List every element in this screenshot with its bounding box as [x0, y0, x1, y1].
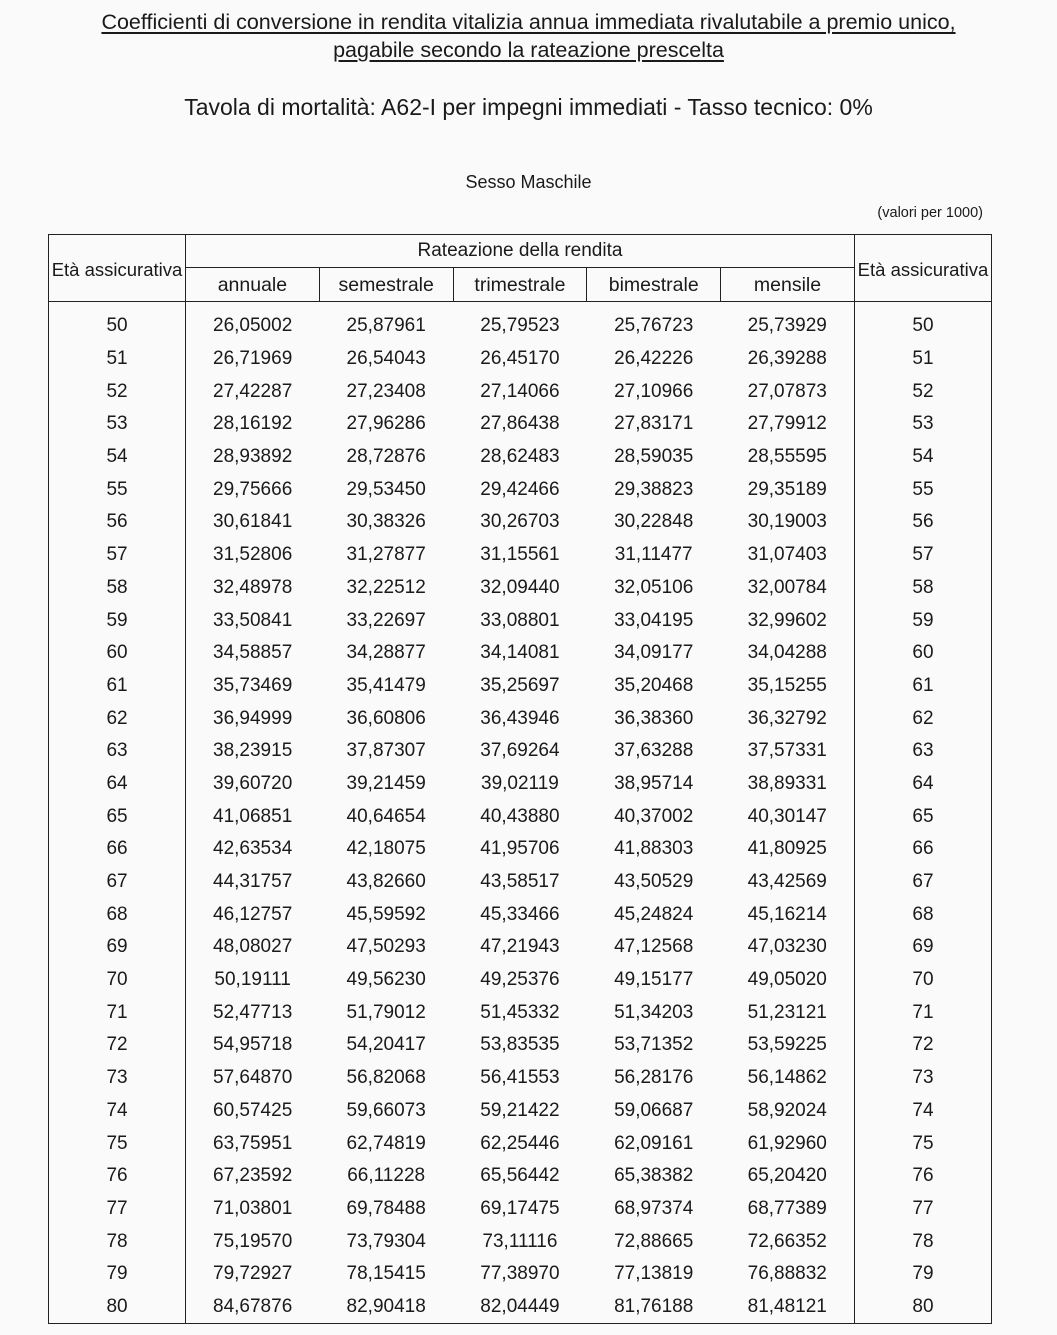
coefficient-cell: 49,25376: [480, 969, 560, 991]
coefficient-cell: 75,19570: [213, 1230, 293, 1252]
coefficient-cell: 28,93892: [213, 446, 293, 468]
installment-group-header: Rateazione della rendita: [186, 235, 855, 268]
coefficient-cell: 25,87961: [346, 315, 426, 337]
table-row: [49, 441, 992, 474]
coefficient-cell: 59,66073: [346, 1099, 426, 1121]
table-row: [49, 800, 992, 833]
age-cell-left: 59: [49, 604, 186, 637]
table-row: [49, 1225, 992, 1258]
coefficient-cell: 29,42466: [480, 478, 560, 500]
coefficient-cell: 45,33466: [480, 903, 560, 925]
column-header-annuale: annuale: [186, 268, 320, 302]
coefficient-cell: 49,15177: [614, 969, 694, 991]
conversion-coefficients-table: [48, 234, 992, 1324]
coefficient-cell: 27,96286: [346, 413, 426, 435]
coefficient-cell: 27,83171: [614, 413, 694, 435]
age-cell-right: 63: [854, 735, 991, 768]
age-header-right: Età assicurativa: [854, 235, 991, 302]
table-row: [49, 473, 992, 506]
coefficient-cell: 46,12757: [213, 903, 293, 925]
age-cell-left: 56: [49, 506, 186, 539]
age-cell-right: 61: [854, 670, 991, 703]
age-cell-right: 56: [854, 506, 991, 539]
column-header-semestrale: semestrale: [319, 268, 453, 302]
coefficient-cell: 58,92024: [747, 1099, 827, 1121]
coefficient-cell: 33,08801: [480, 609, 560, 631]
coefficient-cell: 29,38823: [614, 478, 694, 500]
coefficient-cell: 34,09177: [614, 642, 694, 664]
coefficient-cell: 49,05020: [747, 969, 827, 991]
coefficient-cell: 35,15255: [747, 674, 827, 696]
coefficient-cell: 26,39288: [747, 348, 827, 370]
coefficient-cell: 27,10966: [614, 380, 694, 402]
age-cell-right: 60: [854, 637, 991, 670]
age-cell-right: 62: [854, 702, 991, 735]
table-row: [49, 1095, 992, 1128]
age-cell-right: 73: [854, 1062, 991, 1095]
table-row: [49, 1029, 992, 1062]
coefficient-cell: 62,74819: [346, 1132, 426, 1154]
age-cell-right: 54: [854, 441, 991, 474]
coefficient-cell: 51,34203: [614, 1001, 694, 1023]
age-cell-right: 80: [854, 1291, 991, 1324]
document-title: [0, 8, 1057, 64]
column-header-bimestrale: bimestrale: [587, 268, 721, 302]
coefficient-cell: 37,63288: [614, 740, 694, 762]
coefficient-cell: 27,42287: [213, 380, 293, 402]
age-cell-right: 77: [854, 1193, 991, 1226]
coefficient-cell: 30,19003: [747, 511, 827, 533]
coefficient-cell: 41,95706: [480, 838, 560, 860]
coefficient-cell: 34,04288: [747, 642, 827, 664]
coefficient-cell: 44,31757: [213, 871, 293, 893]
age-cell-left: 67: [49, 866, 186, 899]
coefficient-cell: 47,21943: [480, 936, 560, 958]
coefficient-cell: 36,38360: [614, 707, 694, 729]
table-row: [49, 898, 992, 931]
coefficient-cell: 56,14862: [747, 1067, 827, 1089]
age-cell-right: 50: [854, 302, 991, 343]
coefficient-cell: 29,75666: [213, 478, 293, 500]
coefficient-cell: 32,99602: [747, 609, 827, 631]
coefficient-cell: 47,03230: [747, 936, 827, 958]
coefficient-cell: 34,28877: [346, 642, 426, 664]
coefficient-cell: 38,95714: [614, 772, 694, 794]
coefficient-cell: 40,37002: [614, 805, 694, 827]
age-cell-left: 63: [49, 735, 186, 768]
coefficient-cell: 40,30147: [747, 805, 827, 827]
coefficient-cell: 54,20417: [346, 1034, 426, 1056]
age-cell-right: 51: [854, 343, 991, 376]
age-cell-right: 67: [854, 866, 991, 899]
coefficient-cell: 26,71969: [213, 348, 293, 370]
coefficient-cell: 53,59225: [747, 1034, 827, 1056]
coefficient-cell: 37,69264: [480, 740, 560, 762]
age-cell-left: 62: [49, 702, 186, 735]
coefficient-cell: 32,22512: [346, 576, 426, 598]
coefficient-cell: 43,58517: [480, 871, 560, 893]
coefficient-cell: 69,78488: [346, 1197, 426, 1219]
coefficient-cell: 51,23121: [747, 1001, 827, 1023]
coefficient-cell: 38,89331: [747, 772, 827, 794]
table-row: [49, 604, 992, 637]
coefficient-cell: 78,15415: [346, 1263, 426, 1285]
coefficient-cell: 50,19111: [214, 969, 291, 991]
table-row: [49, 302, 992, 343]
age-cell-right: 65: [854, 800, 991, 833]
coefficient-cell: 39,02119: [481, 772, 559, 794]
coefficient-cell: 43,42569: [747, 871, 827, 893]
coefficient-cell: 31,52806: [213, 544, 293, 566]
coefficient-cell: 31,11477: [614, 544, 693, 566]
units-note: (valori per 1000): [877, 205, 983, 221]
coefficient-cell: 37,87307: [346, 740, 426, 762]
coefficient-cell: 39,21459: [346, 772, 426, 794]
coefficient-cell: 39,60720: [213, 772, 293, 794]
coefficient-cell: 28,62483: [480, 446, 560, 468]
age-cell-right: 72: [854, 1029, 991, 1062]
coefficient-cell: 27,14066: [480, 380, 560, 402]
coefficient-cell: 35,20468: [614, 674, 694, 696]
age-cell-right: 59: [854, 604, 991, 637]
coefficient-cell: 69,17475: [480, 1197, 560, 1219]
coefficient-cell: 26,05002: [213, 315, 293, 337]
table-row: [49, 572, 992, 605]
coefficient-cell: 53,71352: [614, 1034, 694, 1056]
coefficient-cell: 60,57425: [213, 1099, 293, 1121]
table-row: [49, 768, 992, 801]
age-cell-right: 75: [854, 1127, 991, 1160]
coefficient-cell: 76,88832: [747, 1263, 827, 1285]
coefficient-cell: 41,80925: [747, 838, 827, 860]
coefficient-cell: 59,06687: [614, 1099, 694, 1121]
coefficient-cell: 36,94999: [213, 707, 293, 729]
coefficient-cell: 56,41553: [480, 1067, 560, 1089]
age-cell-left: 70: [49, 964, 186, 997]
title-line-2: pagabile secondo la rateazione prescelta: [333, 38, 724, 62]
coefficient-cell: 45,16214: [747, 903, 827, 925]
mortality-table-subtitle: Tavola di mortalità: A62-I per impegni immediati - Tasso tecnico: 0%: [184, 94, 873, 120]
age-cell-left: 76: [49, 1160, 186, 1193]
age-cell-left: 61: [49, 670, 186, 703]
table-row: [49, 375, 992, 408]
coefficient-cell: 40,64654: [346, 805, 426, 827]
coefficient-cell: 38,23915: [213, 740, 293, 762]
coefficient-cell: 35,41479: [346, 674, 426, 696]
coefficient-cell: 52,47713: [213, 1001, 293, 1023]
table-row: [49, 866, 992, 899]
coefficient-cell: 27,79912: [747, 413, 827, 435]
coefficient-cell: 32,48978: [213, 576, 293, 598]
age-cell-left: 51: [49, 343, 186, 376]
age-cell-right: 68: [854, 898, 991, 931]
coefficient-cell: 34,58857: [213, 642, 293, 664]
age-cell-left: 78: [49, 1225, 186, 1258]
age-cell-right: 64: [854, 768, 991, 801]
coefficient-cell: 30,26703: [480, 511, 560, 533]
age-cell-left: 77: [49, 1193, 186, 1226]
age-cell-left: 73: [49, 1062, 186, 1095]
coefficient-cell: 82,04449: [453, 1291, 587, 1324]
age-cell-left: 75: [49, 1127, 186, 1160]
coefficient-cell: 27,07873: [747, 380, 827, 402]
coefficient-cell: 35,73469: [213, 674, 293, 696]
coefficient-cell: 33,22697: [346, 609, 426, 631]
coefficient-cell: 51,45332: [480, 1001, 560, 1023]
coefficient-cell: 30,61841: [213, 511, 293, 533]
coefficient-cell: 41,88303: [614, 838, 694, 860]
table-row: [49, 408, 992, 441]
table-row: [49, 506, 992, 539]
age-cell-right: 78: [854, 1225, 991, 1258]
coefficient-cell: 57,64870: [213, 1067, 293, 1089]
coefficient-cell: 66,11228: [347, 1165, 426, 1187]
coefficient-cell: 73,79304: [346, 1230, 426, 1252]
coefficient-cell: 53,83535: [480, 1034, 560, 1056]
coefficient-cell: 27,86438: [480, 413, 560, 435]
coefficient-cell: 28,72876: [346, 446, 426, 468]
age-header-left: Età assicurativa: [49, 235, 186, 302]
age-cell-left: 69: [49, 931, 186, 964]
coefficient-cell: 51,79012: [346, 1001, 426, 1023]
age-cell-left: 64: [49, 768, 186, 801]
age-cell-left: 53: [49, 408, 186, 441]
coefficient-cell: 31,27877: [346, 544, 426, 566]
age-cell-left: 66: [49, 833, 186, 866]
coefficient-cell: 77,38970: [480, 1263, 560, 1285]
coefficient-cell: 82,90418: [319, 1291, 453, 1324]
age-cell-right: 79: [854, 1258, 991, 1291]
age-cell-right: 74: [854, 1095, 991, 1128]
coefficient-cell: 62,09161: [614, 1132, 694, 1154]
coefficient-cell: 43,82660: [346, 871, 426, 893]
coefficient-cell: 29,53450: [346, 478, 426, 500]
coefficient-cell: 45,59592: [346, 903, 426, 925]
coefficient-cell: 43,50529: [614, 871, 694, 893]
coefficient-cell: 25,73929: [747, 315, 827, 337]
age-cell-left: 74: [49, 1095, 186, 1128]
age-cell-left: 79: [49, 1258, 186, 1291]
table-row: [49, 670, 992, 703]
coefficient-cell: 34,14081: [480, 642, 560, 664]
table-row: [49, 1127, 992, 1160]
coefficient-cell: 63,75951: [213, 1132, 293, 1154]
coefficient-cell: 26,54043: [346, 348, 426, 370]
coefficient-cell: 67,23592: [213, 1165, 293, 1187]
coefficient-cell: 48,08027: [213, 936, 293, 958]
age-cell-left: 71: [49, 996, 186, 1029]
coefficient-cell: 72,66352: [747, 1230, 827, 1252]
coefficient-cell: 68,77389: [747, 1197, 827, 1219]
table-row: [49, 833, 992, 866]
age-cell-left: 55: [49, 473, 186, 506]
coefficient-cell: 56,82068: [346, 1067, 426, 1089]
coefficient-cell: 28,16192: [213, 413, 293, 435]
column-header-mensile: mensile: [721, 268, 855, 302]
coefficient-cell: 81,76188: [587, 1291, 721, 1324]
coefficient-cell: 73,11116: [482, 1230, 558, 1252]
coefficient-cell: 36,32792: [747, 707, 827, 729]
coefficient-cell: 29,35189: [747, 478, 827, 500]
age-cell-right: 57: [854, 539, 991, 572]
title-line-1: Coefficienti di conversione in rendita vitalizia annua immediata rivalutabile a premio unico,: [101, 10, 956, 34]
coefficient-cell: 49,56230: [346, 969, 426, 991]
age-cell-right: 70: [854, 964, 991, 997]
coefficient-cell: 62,25446: [480, 1132, 560, 1154]
age-cell-right: 55: [854, 473, 991, 506]
age-cell-left: 54: [49, 441, 186, 474]
coefficient-cell: 28,55595: [747, 446, 827, 468]
age-cell-right: 53: [854, 408, 991, 441]
coefficient-cell: 42,63534: [213, 838, 293, 860]
table-row: [49, 996, 992, 1029]
coefficient-cell: 45,24824: [614, 903, 694, 925]
age-cell-left: 52: [49, 375, 186, 408]
coefficient-cell: 47,12568: [614, 936, 694, 958]
coefficient-cell: 71,03801: [213, 1197, 293, 1219]
table-row: [49, 735, 992, 768]
coefficient-cell: 26,45170: [480, 348, 560, 370]
coefficient-cell: 79,72927: [213, 1263, 293, 1285]
table-row: [49, 343, 992, 376]
coefficient-cell: 40,43880: [480, 805, 560, 827]
coefficient-cell: 72,88665: [614, 1230, 694, 1252]
coefficient-cell: 65,38382: [614, 1165, 694, 1187]
coefficient-cell: 25,76723: [614, 315, 694, 337]
coefficient-cell: 32,09440: [480, 576, 560, 598]
age-cell-right: 66: [854, 833, 991, 866]
sex-label: Sesso Maschile: [465, 172, 592, 192]
table-row: [49, 702, 992, 735]
coefficient-cell: 27,23408: [346, 380, 426, 402]
age-cell-left: 60: [49, 637, 186, 670]
coefficient-cell: 56,28176: [614, 1067, 694, 1089]
table-row: [49, 1062, 992, 1095]
column-header-trimestrale: trimestrale: [453, 268, 587, 302]
coefficient-cell: 68,97374: [614, 1197, 694, 1219]
age-cell-right: 71: [854, 996, 991, 1029]
age-cell-left: 50: [49, 302, 186, 343]
age-cell-left: 65: [49, 800, 186, 833]
coefficient-cell: 54,95718: [213, 1034, 293, 1056]
coefficient-cell: 42,18075: [346, 838, 426, 860]
coefficient-cell: 84,67876: [186, 1291, 320, 1324]
coefficient-cell: 30,38326: [346, 511, 426, 533]
age-cell-right: 69: [854, 931, 991, 964]
table-row: [49, 1193, 992, 1226]
coefficient-cell: 47,50293: [346, 936, 426, 958]
table-row: [49, 1160, 992, 1193]
age-cell-right: 58: [854, 572, 991, 605]
coefficient-cell: 28,59035: [614, 446, 694, 468]
table-row: [49, 931, 992, 964]
coefficient-cell: 65,20420: [747, 1165, 827, 1187]
age-cell-left: 68: [49, 898, 186, 931]
coefficient-cell: 41,06851: [213, 805, 293, 827]
coefficient-cell: 81,48121: [721, 1291, 855, 1324]
table-row: [49, 964, 992, 997]
coefficient-cell: 77,13819: [614, 1263, 694, 1285]
coefficient-cell: 61,92960: [747, 1132, 827, 1154]
table-row: [49, 539, 992, 572]
coefficient-cell: 59,21422: [480, 1099, 560, 1121]
coefficient-cell: 25,79523: [480, 315, 560, 337]
age-cell-left: 72: [49, 1029, 186, 1062]
coefficient-cell: 65,56442: [480, 1165, 560, 1187]
coefficient-cell: 31,07403: [747, 544, 827, 566]
age-cell-left: 80: [49, 1291, 186, 1324]
age-cell-left: 57: [49, 539, 186, 572]
coefficient-cell: 36,43946: [480, 707, 560, 729]
table-row: [49, 1258, 992, 1291]
coefficient-cell: 32,00784: [747, 576, 827, 598]
coefficient-cell: 36,60806: [346, 707, 426, 729]
age-cell-right: 76: [854, 1160, 991, 1193]
coefficient-cell: 32,05106: [614, 576, 694, 598]
coefficient-cell: 33,04195: [614, 609, 694, 631]
coefficient-cell: 31,15561: [480, 544, 560, 566]
age-cell-left: 58: [49, 572, 186, 605]
coefficient-cell: 35,25697: [480, 674, 560, 696]
age-cell-right: 52: [854, 375, 991, 408]
coefficient-cell: 26,42226: [614, 348, 694, 370]
table-row: [49, 1291, 992, 1324]
coefficient-cell: 30,22848: [614, 511, 694, 533]
table-row: [49, 637, 992, 670]
coefficient-cell: 33,50841: [213, 609, 293, 631]
coefficient-cell: 37,57331: [747, 740, 827, 762]
